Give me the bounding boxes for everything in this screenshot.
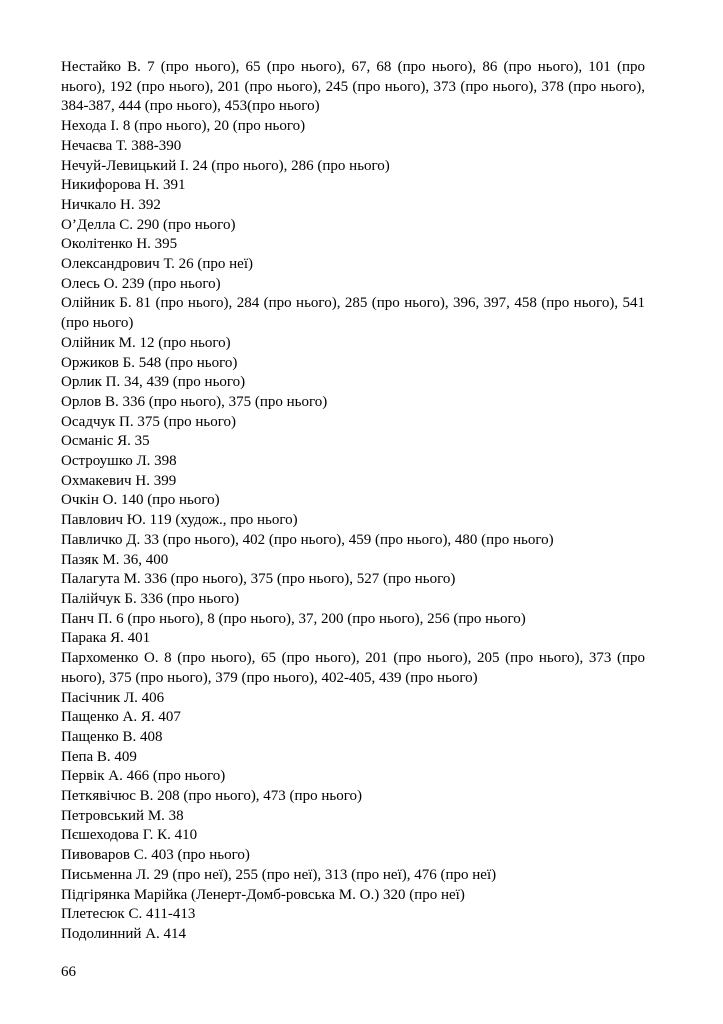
index-entry: Нехода І. 8 (про нього), 20 (про нього) [61, 118, 306, 135]
index-entry: Підгірянка Марійка (Ленерт-Домб-ровська М. О.) 320 (про неї) [61, 886, 465, 903]
index-entry: О’Делла С. 290 (про нього) [61, 216, 236, 233]
index-entry: Подолинний А. 414 [61, 925, 187, 942]
index-entry: Павлович Ю. 119 (худож., про нього) [61, 512, 298, 529]
index-entry: Остроушко Л. 398 [61, 453, 177, 470]
index-entry: Нестайко В. 7 (про нього), 65 (про нього), 67, 68 (про нього), 86 (про нього), 101 (про нього), 192 (про нього), 201 (про нього), 245 (про нього), 373 (про нього), 378 (про нього), 384-387, 444 (про нього), 453(про нього) [61, 59, 645, 115]
index-entry: Пазяк М. 36, 400 [61, 551, 169, 568]
index-entry: Околітенко Н. 395 [61, 236, 178, 253]
index-entry: Никифорова Н. 391 [61, 177, 186, 194]
index-entry: Павличко Д. 33 (про нього), 402 (про нього), 459 (про нього), 480 (про нього) [61, 531, 554, 548]
index-entry: Олесь О. 239 (про нього) [61, 275, 221, 292]
index-entry: Петкявічюс В. 208 (про нього), 473 (про нього) [61, 788, 362, 805]
index-entry: Охмакевич Н. 399 [61, 472, 177, 489]
index-entry: Плетесюк С. 411-413 [61, 906, 196, 923]
index-entry: Пивоваров С. 403 (про нього) [61, 847, 250, 864]
index-entry: Орлов В. 336 (про нього), 375 (про нього) [61, 393, 328, 410]
index-entry: Нечаєва Т. 388-390 [61, 137, 182, 154]
index-entry: Пархоменко О. 8 (про нього), 65 (про нього), 201 (про нього), 205 (про нього), 373 (про нього), 375 (про нього), 379 (про нього), 402-405, 439 (про нього) [61, 650, 645, 686]
index-entry: Пащенко А. Я. 407 [61, 709, 181, 726]
index-entry: Олійник Б. 81 (про нього), 284 (про нього), 285 (про нього), 396, 397, 458 (про нього), 541 (про нього) [61, 295, 645, 332]
index-entry: Олександрович Т. 26 (про неї) [61, 256, 253, 273]
index-entry: Палійчук Б. 336 (про нього) [61, 590, 240, 607]
index-entry: Палагута М. 336 (про нього), 375 (про нього), 527 (про нього) [61, 571, 456, 588]
index-entry: Ничкало Н. 392 [61, 196, 161, 213]
index-entry: Османіс Я. 35 [61, 433, 150, 450]
index-entry: Пащенко В. 408 [61, 728, 163, 745]
index-entry: Панч П. 6 (про нього), 8 (про нього), 37, 200 (про нього), 256 (про нього) [61, 610, 526, 627]
index-entry: Письменна Л. 29 (про неї), 255 (про неї), 313 (про неї), 476 (про неї) [61, 866, 497, 883]
index-entry: Очкін О. 140 (про нього) [61, 492, 220, 509]
index-entry: Пепа В. 409 [61, 748, 137, 765]
index-entry: Первік А. 466 (про нього) [61, 768, 226, 785]
index-entry: Парака Я. 401 [61, 630, 151, 647]
page-number: 66 [61, 964, 76, 980]
index-entry: Орлик П. 34, 439 (про нього) [61, 374, 246, 391]
index-entry: Оржиков Б. 548 (про нього) [61, 354, 238, 371]
index-entry: Пєшеходова Г. К. 410 [61, 827, 198, 844]
index-entry: Петровський М. 38 [61, 807, 184, 824]
index-entry: Осадчук П. 375 (про нього) [61, 413, 237, 430]
index-entry: Пасічник Л. 406 [61, 689, 165, 706]
index-entry: Олійник М. 12 (про нього) [61, 334, 231, 351]
index-entries [61, 58, 645, 945]
index-entry: Нечуй-Левицький І. 24 (про нього), 286 (про нього) [61, 157, 390, 174]
